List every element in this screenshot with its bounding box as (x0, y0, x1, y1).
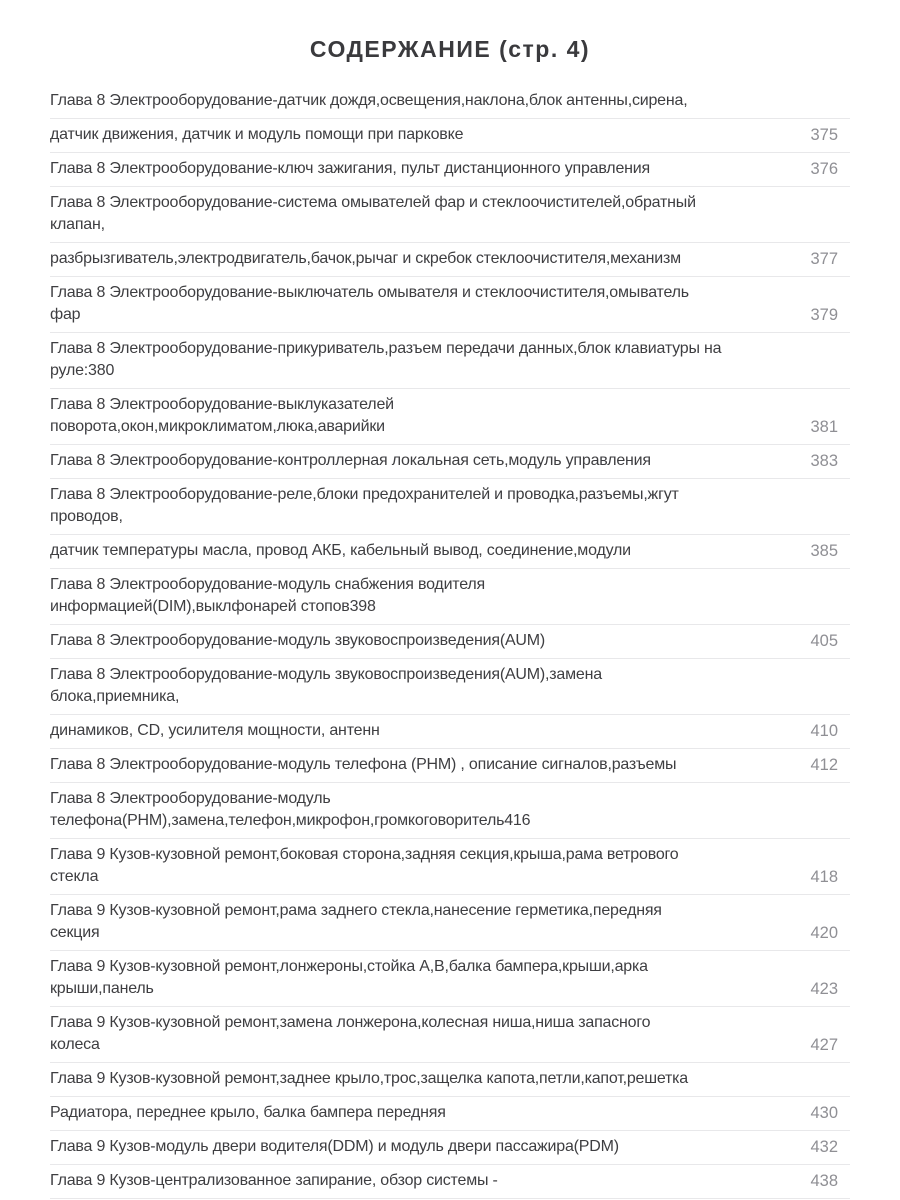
toc-entry-text (50, 664, 602, 708)
toc-entry-line: Глава 9 Кузов-кузовной ремонт,замена лонжерона,колесная ниша,ниша запасного (50, 1014, 651, 1031)
toc-entry-page-number: 376 (810, 160, 838, 178)
toc-row[interactable] (50, 277, 850, 333)
toc-entry-text (50, 282, 689, 326)
toc-entry-line: Глава 9 Кузов-кузовной ремонт,рама заднего стекла,нанесение герметика,передняя (50, 902, 662, 919)
toc-entry-text (50, 844, 679, 888)
toc-entry-page-number: 379 (810, 306, 838, 324)
toc-entry-line: Глава 8 Электрооборудование-модуль телефона (PHM) , описание сигналов,разъемы (50, 756, 677, 773)
toc-entry-line: Глава 8 Электрооборудование-выклуказателей (50, 396, 394, 413)
toc-entry-line: колеса (50, 1036, 100, 1053)
toc-entry-line: секция (50, 924, 100, 941)
toc-entry-page-number: 427 (810, 1036, 838, 1054)
toc-row[interactable] (50, 625, 850, 659)
toc-row[interactable] (50, 749, 850, 783)
toc-row[interactable] (50, 243, 850, 277)
toc-entry-text (50, 630, 545, 652)
toc-entry-text (50, 248, 681, 270)
toc-entry-line: руле:380 (50, 362, 115, 379)
toc-entry-line: динамиков, CD, усилителя мощности, антенн (50, 722, 380, 739)
toc-entry-page-number: 438 (810, 1172, 838, 1190)
toc-entry-line: Глава 9 Кузов-кузовной ремонт,лонжероны,стойка А,В,балка бампера,крыши,арка (50, 958, 648, 975)
toc-entry-line: Глава 8 Электрооборудование-реле,блоки предохранителей и проводка,разъемы,жгут (50, 486, 679, 503)
toc-row[interactable] (50, 445, 850, 479)
toc-entry-page-number: 420 (810, 924, 838, 942)
toc-entry-text (50, 1170, 498, 1192)
toc-entry-text (50, 484, 679, 528)
toc-entry-text (50, 1068, 688, 1090)
toc-entry-line: Глава 8 Электрооборудование-система омывателей фар и стеклоочистителей,обратный (50, 194, 696, 211)
toc-entry-line: фар (50, 306, 81, 323)
toc-entry-page-number: 418 (810, 868, 838, 886)
toc-entry-line: поворота,окон,микроклиматом,люка,аварийки (50, 418, 385, 435)
toc-entry-line: Глава 8 Электрооборудование-выключатель омывателя и стеклоочистителя,омыватель (50, 284, 689, 301)
toc-entry-line: информацией(DIM),выклфонарей стопов398 (50, 598, 376, 615)
toc-entry-text (50, 158, 650, 180)
toc-entry-line: датчик температуры масла, провод АКБ, кабельный вывод, соединение,модули (50, 542, 631, 559)
toc-row[interactable] (50, 389, 850, 445)
toc-row[interactable] (50, 85, 850, 119)
toc-entry-line: Глава 9 Кузов-централизованное запирание, обзор системы - (50, 1172, 498, 1189)
toc-row[interactable] (50, 333, 850, 389)
toc-entry-text (50, 574, 485, 618)
toc-entry-page-number: 430 (810, 1104, 838, 1122)
toc-entry-page-number: 381 (810, 418, 838, 436)
toc-entry-line: Глава 8 Электрооборудование-датчик дождя,освещения,наклона,блок антенны,сирена, (50, 92, 688, 109)
toc-entry-page-number: 405 (810, 632, 838, 650)
toc-row[interactable] (50, 535, 850, 569)
toc-entry-line: Глава 8 Электрооборудование-модуль (50, 790, 331, 807)
toc-entry-text (50, 450, 651, 472)
toc-entry-page-number: 410 (810, 722, 838, 740)
toc-entry-text (50, 900, 662, 944)
toc-entry-line: разбрызгиватель,электродвигатель,бачок,рычаг и скребок стеклоочистителя,механизм (50, 250, 681, 267)
toc-entry-text (50, 788, 530, 832)
toc-entry-text (50, 720, 380, 742)
toc-entry-text (50, 1136, 619, 1158)
toc-entry-line: Глава 9 Кузов-модуль двери водителя(DDM) и модуль двери пассажира(PDM) (50, 1138, 619, 1155)
toc-row[interactable] (50, 951, 850, 1007)
toc-list (50, 85, 850, 1199)
toc-entry-text (50, 1102, 446, 1124)
toc-entry-line: Глава 9 Кузов-кузовной ремонт,боковая сторона,задняя секция,крыша,рама ветрового (50, 846, 679, 863)
toc-row[interactable] (50, 187, 850, 243)
toc-entry-page-number: 412 (810, 756, 838, 774)
toc-row[interactable] (50, 119, 850, 153)
toc-entry-page-number: 432 (810, 1138, 838, 1156)
toc-entry-page-number: 383 (810, 452, 838, 470)
toc-row[interactable] (50, 1165, 850, 1199)
toc-row[interactable] (50, 1131, 850, 1165)
toc-entry-line: Глава 9 Кузов-кузовной ремонт,заднее крыло,трос,защелка капота,петли,капот,решетка (50, 1070, 689, 1087)
toc-row[interactable] (50, 839, 850, 895)
toc-entry-text (50, 394, 394, 438)
toc-entry-line: Глава 8 Электрооборудование-модуль звуковоспроизведения(AUM),замена (50, 666, 602, 683)
toc-entry-text (50, 192, 696, 236)
toc-entry-text (50, 124, 463, 146)
toc-entry-line: крыши,панель (50, 980, 154, 997)
toc-entry-text (50, 540, 631, 562)
toc-entry-page-number: 377 (810, 250, 838, 268)
toc-row[interactable] (50, 1007, 850, 1063)
toc-entry-line: Глава 8 Электрооборудование-модуль звуковоспроизведения(AUM) (50, 632, 546, 649)
toc-row[interactable] (50, 783, 850, 839)
toc-row[interactable] (50, 1063, 850, 1097)
toc-entry-line: стекла (50, 868, 99, 885)
toc-entry-line: Глава 8 Электрооборудование-прикуриватель,разъем передачи данных,блок клавиатуры на (50, 340, 722, 357)
toc-row[interactable] (50, 715, 850, 749)
toc-entry-text (50, 90, 687, 112)
page-title: СОДЕРЖАНИЕ (стр. 4) (309, 36, 591, 62)
toc-entry-page-number: 423 (810, 980, 838, 998)
toc-entry-line: Радиатора, переднее крыло, балка бампера передняя (50, 1104, 446, 1121)
toc-row[interactable] (50, 895, 850, 951)
toc-entry-line: клапан, (50, 216, 105, 233)
toc-entry-line: Глава 8 Электрооборудование-модуль снабжения водителя (50, 576, 486, 593)
toc-entry-line: датчик движения, датчик и модуль помощи при парковке (50, 126, 464, 143)
toc-entry-line: проводов, (50, 508, 123, 525)
toc-entry-line: Глава 8 Электрооборудование-ключ зажигания, пульт дистанционного управления (50, 160, 650, 177)
toc-entry-text (50, 1012, 650, 1056)
toc-entry-page-number: 385 (810, 542, 838, 560)
toc-row[interactable] (50, 1097, 850, 1131)
toc-row[interactable] (50, 569, 850, 625)
toc-entry-line: блока,приемника, (50, 688, 180, 705)
toc-entry-text (50, 338, 721, 382)
toc-row[interactable] (50, 659, 850, 715)
toc-row[interactable] (50, 479, 850, 535)
toc-entry-line: телефона(PHM),замена,телефон,микрофон,громкоговоритель416 (50, 812, 531, 829)
toc-entry-text (50, 754, 676, 776)
toc-row[interactable] (50, 153, 850, 187)
toc-entry-text (50, 956, 648, 1000)
toc-entry-line: Глава 8 Электрооборудование-контроллерная локальная сеть,модуль управления (50, 452, 651, 469)
toc-entry-page-number: 375 (810, 126, 838, 144)
